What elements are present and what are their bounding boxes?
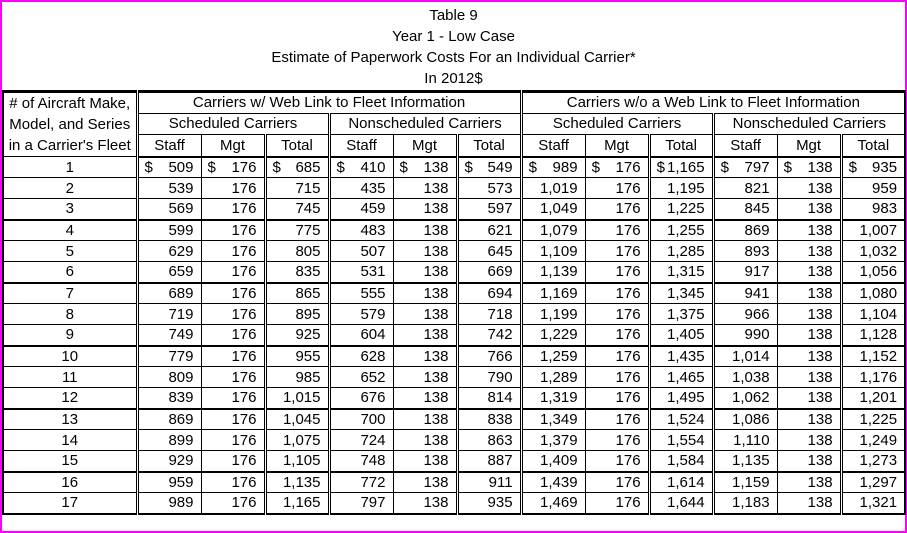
cost-cell: 176 (201, 367, 265, 388)
cost-cell: 814 (457, 388, 521, 409)
column-header: Staff (329, 135, 393, 157)
cost-cell: 955 (265, 346, 329, 367)
cost-cell: 1,345 (649, 283, 713, 304)
cost-cell: 1,056 (841, 262, 905, 283)
cost-cell: 1,297 (841, 472, 905, 493)
fleet-count-cell: 2 (3, 178, 137, 199)
cost-cell: 941 (713, 283, 777, 304)
cost-cell: 1,644 (649, 493, 713, 514)
cost-cell (329, 157, 393, 178)
cost-cell: 821 (713, 178, 777, 199)
cost-cell: 138 (777, 262, 841, 283)
cost-cell: 1,319 (521, 388, 585, 409)
table-header (3, 92, 905, 157)
cost-cell: 1,080 (841, 283, 905, 304)
cost-cell (777, 157, 841, 178)
dollar-sign: $ (848, 158, 857, 176)
cost-cell: 138 (393, 346, 457, 367)
cost-cell (649, 157, 713, 178)
fleet-count-cell: 7 (3, 283, 137, 304)
table-row (3, 346, 905, 367)
fleet-count-cell: 13 (3, 409, 137, 430)
cost-cell (137, 157, 201, 178)
column-header-row (3, 135, 905, 157)
cost-cell: 1,405 (649, 325, 713, 346)
cost-cell: 772 (329, 472, 393, 493)
cost-cell: 629 (137, 241, 201, 262)
cost-cell: 865 (265, 283, 329, 304)
table-scenario: Year 1 - Low Case (392, 28, 515, 45)
fleet-count-cell: 6 (3, 262, 137, 283)
cost-cell: 176 (201, 241, 265, 262)
fleet-count-cell: 3 (3, 199, 137, 220)
cost-cell: 1,079 (521, 220, 585, 241)
cost-cell: 138 (393, 241, 457, 262)
cost-cell: 724 (329, 430, 393, 451)
table-row (3, 493, 905, 514)
cost-cell: 745 (265, 199, 329, 220)
cost-cell: 1,249 (841, 430, 905, 451)
cost-cell: 435 (329, 178, 393, 199)
cost-cell: 700 (329, 409, 393, 430)
cost-cell: 766 (457, 346, 521, 367)
cost-cell: 893 (713, 241, 777, 262)
cost-cell: 959 (137, 472, 201, 493)
dollar-sign: $ (399, 158, 408, 176)
dollar-sign: $ (207, 158, 216, 176)
cost-cell: 1,315 (649, 262, 713, 283)
cost-cell: 138 (393, 178, 457, 199)
cost-cell: 1,435 (649, 346, 713, 367)
cost-cell: 838 (457, 409, 521, 430)
cost-cell: 989 (137, 493, 201, 514)
cost-cell: 1,554 (649, 430, 713, 451)
cost-cell: 689 (137, 283, 201, 304)
fleet-count-cell: 11 (3, 367, 137, 388)
cost-cell: 176 (585, 493, 649, 514)
cost-cell: 715 (265, 178, 329, 199)
cost-cell: 176 (201, 388, 265, 409)
cost-cell: 887 (457, 451, 521, 472)
cost-cell: 176 (201, 178, 265, 199)
fleet-count-cell: 4 (3, 220, 137, 241)
cost-cell: 138 (393, 493, 457, 514)
cost-value: 138 (807, 158, 833, 176)
cost-cell: 176 (585, 262, 649, 283)
cost-cell: 652 (329, 367, 393, 388)
cost-cell: 507 (329, 241, 393, 262)
cost-cell: 138 (393, 409, 457, 430)
column-header: Total (649, 135, 713, 157)
cost-cell: 1,075 (265, 430, 329, 451)
column-header: Total (841, 135, 905, 157)
cost-cell: 775 (265, 220, 329, 241)
cost-cell: 1,062 (713, 388, 777, 409)
table-row (3, 409, 905, 430)
column-header: Mgt (201, 135, 265, 157)
cost-cell: 1,109 (521, 241, 585, 262)
cost-cell: 797 (329, 493, 393, 514)
cost-value: 1,165 (667, 158, 705, 176)
cost-cell: 176 (201, 220, 265, 241)
dollar-sign: $ (591, 158, 600, 176)
cost-cell: 138 (393, 283, 457, 304)
cost-cell: 1,007 (841, 220, 905, 241)
table-row (3, 178, 905, 199)
cost-value: 797 (744, 158, 770, 176)
cost-cell: 742 (457, 325, 521, 346)
cost-cell: 138 (777, 241, 841, 262)
column-header: Staff (137, 135, 201, 157)
cost-cell: 176 (201, 199, 265, 220)
dollar-sign: $ (144, 158, 153, 176)
cost-cell: 869 (137, 409, 201, 430)
fleet-count-cell: 1 (3, 157, 137, 178)
cost-cell: 1,273 (841, 451, 905, 472)
cost-cell: 176 (201, 346, 265, 367)
cost-cell: 176 (201, 304, 265, 325)
cost-cell: 1,375 (649, 304, 713, 325)
fleet-count-cell: 8 (3, 304, 137, 325)
subgroup-header: Nonscheduled Carriers (329, 113, 521, 135)
cost-cell (393, 157, 457, 178)
cost-cell: 176 (585, 220, 649, 241)
cost-cell: 1,225 (841, 409, 905, 430)
column-header: Mgt (777, 135, 841, 157)
cost-cell (457, 157, 521, 178)
cost-cell: 899 (137, 430, 201, 451)
document-page (2, 2, 905, 531)
cost-value: 176 (231, 158, 257, 176)
cost-cell: 1,183 (713, 493, 777, 514)
cost-cell: 138 (777, 472, 841, 493)
cost-cell: 138 (777, 493, 841, 514)
cost-cell: 925 (265, 325, 329, 346)
fleet-header-line: # of Aircraft Make, (9, 95, 131, 112)
cost-cell: 176 (585, 367, 649, 388)
cost-cell: 1,105 (265, 451, 329, 472)
cost-cell: 176 (201, 493, 265, 514)
cost-cell: 1,289 (521, 367, 585, 388)
cost-cell: 869 (713, 220, 777, 241)
cost-cell: 138 (777, 304, 841, 325)
cost-cell: 1,201 (841, 388, 905, 409)
cost-cell: 1,015 (265, 388, 329, 409)
cost-value: 989 (552, 158, 578, 176)
table-row (3, 451, 905, 472)
cost-value: 410 (360, 158, 386, 176)
cost-cell: 176 (201, 283, 265, 304)
cost-cell: 555 (329, 283, 393, 304)
cost-cell: 176 (201, 262, 265, 283)
subgroup-header-row (3, 113, 905, 135)
fleet-count-cell: 14 (3, 430, 137, 451)
cost-cell: 676 (329, 388, 393, 409)
cost-cell: 1,439 (521, 472, 585, 493)
cost-cell: 1,259 (521, 346, 585, 367)
cost-cell: 176 (585, 283, 649, 304)
cost-cell: 138 (777, 388, 841, 409)
cost-cell: 911 (457, 472, 521, 493)
cost-cell: 1,199 (521, 304, 585, 325)
cost-cell: 1,321 (841, 493, 905, 514)
fleet-count-cell: 10 (3, 346, 137, 367)
cost-cell: 1,135 (265, 472, 329, 493)
column-header: Staff (521, 135, 585, 157)
cost-cell: 138 (777, 367, 841, 388)
cost-cell: 138 (393, 325, 457, 346)
cost-cell: 1,045 (265, 409, 329, 430)
cost-cell: 1,469 (521, 493, 585, 514)
table-units: In 2012$ (424, 70, 483, 87)
cost-cell: 805 (265, 241, 329, 262)
cost-cell: 694 (457, 283, 521, 304)
table-row (3, 388, 905, 409)
column-header: Total (265, 135, 329, 157)
cost-cell: 138 (777, 325, 841, 346)
cost-cell: 138 (777, 199, 841, 220)
cost-cell: 176 (585, 178, 649, 199)
cost-cell: 1,349 (521, 409, 585, 430)
fleet-column-header (3, 92, 137, 157)
cost-cell: 1,285 (649, 241, 713, 262)
table-row (3, 220, 905, 241)
cost-cell: 1,152 (841, 346, 905, 367)
cost-cell: 1,038 (713, 367, 777, 388)
cost-cell: 1,225 (649, 199, 713, 220)
cost-cell: 138 (393, 220, 457, 241)
cost-cell (713, 157, 777, 178)
fleet-count-cell: 15 (3, 451, 137, 472)
subgroup-header: Nonscheduled Carriers (713, 113, 905, 135)
cost-cell: 1,584 (649, 451, 713, 472)
subgroup-header: Scheduled Carriers (137, 113, 329, 135)
cost-cell: 1,495 (649, 388, 713, 409)
cost-cell: 659 (137, 262, 201, 283)
table-row (3, 430, 905, 451)
table-number: Table 9 (429, 7, 478, 24)
cost-cell: 628 (329, 346, 393, 367)
cost-cell: 621 (457, 220, 521, 241)
cost-cell: 966 (713, 304, 777, 325)
cost-value: 549 (487, 158, 513, 176)
cost-cell (201, 157, 265, 178)
dollar-sign: $ (528, 158, 537, 176)
cost-cell: 604 (329, 325, 393, 346)
cost-cell: 138 (777, 283, 841, 304)
dollar-sign: $ (656, 158, 665, 176)
table-description: Estimate of Paperwork Costs For an Individual Carrier* (271, 49, 636, 66)
cost-cell: 1,110 (713, 430, 777, 451)
column-header: Staff (713, 135, 777, 157)
table-row (3, 325, 905, 346)
cost-cell: 1,104 (841, 304, 905, 325)
cost-cell: 917 (713, 262, 777, 283)
cost-cell: 1,255 (649, 220, 713, 241)
cost-cell: 669 (457, 262, 521, 283)
cost-cell: 1,614 (649, 472, 713, 493)
cost-cell: 176 (201, 409, 265, 430)
cost-cell: 138 (393, 472, 457, 493)
cost-cell: 176 (585, 409, 649, 430)
cost-table (2, 90, 906, 515)
cost-cell: 176 (201, 325, 265, 346)
cost-cell: 138 (393, 262, 457, 283)
table-row (3, 367, 905, 388)
dollar-sign: $ (336, 158, 345, 176)
cost-cell: 176 (201, 472, 265, 493)
cost-cell: 895 (265, 304, 329, 325)
cost-cell: 176 (201, 451, 265, 472)
cost-cell: 1,159 (713, 472, 777, 493)
group-header-no-web-link: Carriers w/o a Web Link to Fleet Information (521, 92, 905, 114)
cost-value: 935 (872, 158, 898, 176)
cost-cell: 138 (393, 304, 457, 325)
cost-cell: 176 (585, 451, 649, 472)
column-header: Mgt (585, 135, 649, 157)
table-row (3, 241, 905, 262)
table-row (3, 472, 905, 493)
cost-cell: 983 (841, 199, 905, 220)
cost-cell: 138 (393, 388, 457, 409)
table-row (3, 157, 905, 178)
cost-cell: 1,165 (265, 493, 329, 514)
cost-cell: 1,139 (521, 262, 585, 283)
cost-cell: 176 (585, 304, 649, 325)
cost-cell: 1,409 (521, 451, 585, 472)
cost-cell: 1,169 (521, 283, 585, 304)
cost-cell: 835 (265, 262, 329, 283)
fleet-count-cell: 16 (3, 472, 137, 493)
cost-cell: 839 (137, 388, 201, 409)
fleet-count-cell: 17 (3, 493, 137, 514)
cost-cell: 138 (777, 220, 841, 241)
cost-cell: 569 (137, 199, 201, 220)
cost-cell: 483 (329, 220, 393, 241)
group-header-web-link: Carriers w/ Web Link to Fleet Information (137, 92, 521, 114)
table-row (3, 262, 905, 283)
fleet-header-line: in a Carrier's Fleet (8, 137, 131, 154)
cost-cell: 138 (777, 451, 841, 472)
cost-cell: 138 (777, 346, 841, 367)
cost-cell: 959 (841, 178, 905, 199)
cost-cell: 176 (585, 430, 649, 451)
cost-cell: 176 (585, 472, 649, 493)
cost-cell: 985 (265, 367, 329, 388)
cost-cell: 1,086 (713, 409, 777, 430)
fleet-count-cell: 12 (3, 388, 137, 409)
cost-cell: 1,229 (521, 325, 585, 346)
cost-cell: 1,379 (521, 430, 585, 451)
cost-cell: 1,032 (841, 241, 905, 262)
cost-cell: 176 (201, 430, 265, 451)
cost-cell: 1,524 (649, 409, 713, 430)
cost-cell (585, 157, 649, 178)
cost-cell: 990 (713, 325, 777, 346)
cost-cell: 138 (393, 430, 457, 451)
cost-cell: 645 (457, 241, 521, 262)
cost-cell: 1,465 (649, 367, 713, 388)
cost-cell: 748 (329, 451, 393, 472)
table-row (3, 304, 905, 325)
cost-cell: 579 (329, 304, 393, 325)
cost-cell: 597 (457, 199, 521, 220)
dollar-sign: $ (720, 158, 729, 176)
cost-cell (841, 157, 905, 178)
fleet-count-cell: 5 (3, 241, 137, 262)
cost-cell: 935 (457, 493, 521, 514)
cost-value: 176 (615, 158, 641, 176)
cost-cell: 718 (457, 304, 521, 325)
dollar-sign: $ (464, 158, 473, 176)
column-header: Mgt (393, 135, 457, 157)
cost-cell: 1,014 (713, 346, 777, 367)
cost-cell: 1,019 (521, 178, 585, 199)
cost-value: 509 (168, 158, 194, 176)
cost-cell: 809 (137, 367, 201, 388)
cost-cell: 599 (137, 220, 201, 241)
cost-cell: 459 (329, 199, 393, 220)
cost-cell: 790 (457, 367, 521, 388)
group-header-row (3, 92, 905, 114)
cost-cell: 138 (777, 178, 841, 199)
cost-cell: 539 (137, 178, 201, 199)
cost-cell: 779 (137, 346, 201, 367)
cost-cell: 531 (329, 262, 393, 283)
column-header: Total (457, 135, 521, 157)
cost-value: 685 (295, 158, 321, 176)
table-row (3, 199, 905, 220)
cost-cell: 1,195 (649, 178, 713, 199)
cost-cell: 176 (585, 325, 649, 346)
cost-cell: 1,135 (713, 451, 777, 472)
subgroup-header: Scheduled Carriers (521, 113, 713, 135)
table-title-block (2, 2, 905, 89)
cost-cell: 749 (137, 325, 201, 346)
table-body (3, 157, 905, 514)
cost-cell: 845 (713, 199, 777, 220)
cost-cell: 138 (393, 367, 457, 388)
cost-cell: 719 (137, 304, 201, 325)
cost-cell: 573 (457, 178, 521, 199)
cost-cell: 138 (777, 409, 841, 430)
table-row (3, 283, 905, 304)
cost-value: 138 (423, 158, 449, 176)
dollar-sign: $ (272, 158, 281, 176)
cost-cell: 1,128 (841, 325, 905, 346)
cost-cell: 176 (585, 388, 649, 409)
fleet-count-cell: 9 (3, 325, 137, 346)
fleet-header-line: Model, and Series (9, 116, 131, 133)
cost-cell: 138 (777, 430, 841, 451)
cost-cell: 176 (585, 199, 649, 220)
cost-cell: 1,049 (521, 199, 585, 220)
cost-cell (521, 157, 585, 178)
dollar-sign: $ (783, 158, 792, 176)
cost-cell: 176 (585, 241, 649, 262)
cost-cell: 176 (585, 346, 649, 367)
cost-cell: 929 (137, 451, 201, 472)
cost-cell: 1,176 (841, 367, 905, 388)
cost-cell: 138 (393, 451, 457, 472)
cost-cell (265, 157, 329, 178)
cost-cell: 863 (457, 430, 521, 451)
cost-cell: 138 (393, 199, 457, 220)
